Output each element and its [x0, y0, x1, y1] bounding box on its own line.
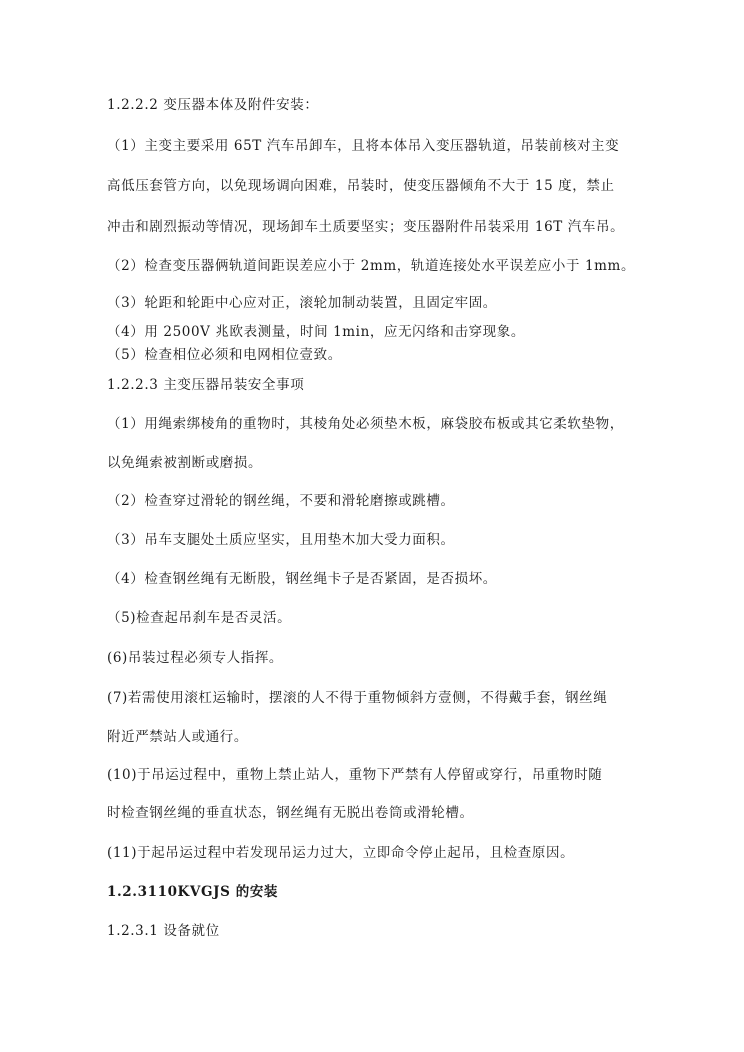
paragraph-line: (11)于起吊运过程中若发现吊运力过大，立即命令停止起吊，且检查原因。: [107, 845, 575, 861]
paragraph-line: 附近严禁站人或通行。: [107, 729, 248, 745]
section-heading-1-2-2-2: 1.2.2.2 变压器本体及附件安装：: [107, 97, 319, 113]
section-heading-1-2-3-1: 1.2.3.1 设备就位: [107, 923, 220, 939]
paragraph-line: （1）主变主要采用 65T 汽车吊卸车，且将本体吊入变压器轨道，吊装前核对主变: [107, 138, 620, 154]
paragraph-line: （4）检查钢丝绳有无断股，钢丝绳卡子是否紧固，是否损坏。: [107, 571, 497, 587]
section-heading-1-2-2-3: 1.2.2.3 主变压器吊装安全事项: [107, 377, 305, 393]
paragraph-line: （3）吊车支腿处土质应坚实，且用垫木加大受力面积。: [107, 532, 455, 548]
paragraph-line: （3）轮距和轮距中心应对正，滚轮加制动装置，且固定牢固。: [107, 295, 497, 311]
paragraph-line: （5)检查起吊刹车是否灵活。: [107, 610, 292, 626]
paragraph-line: （2）检查变压器俩轨道间距误差应小于 2mm，轨道连接处水平误差应小于 1mm。: [107, 258, 636, 274]
paragraph-line: （5）检查相位必须和电网相位壹致。: [107, 347, 342, 363]
paragraph-line: 时检查钢丝绳的垂直状态，钢丝绳有无脱出卷筒或滑轮槽。: [107, 805, 474, 821]
section-heading-1-2-3: 1.2.3110KVGJS 的安装: [107, 884, 279, 900]
paragraph-line: （1）用绳索绑棱角的重物时，其棱角处必须垫木板，麻袋胶布板或其它柔软垫物，: [107, 416, 624, 432]
paragraph-line: 高低压套管方向，以免现场调向困难，吊装时，使变压器倾角不大于 15 度，禁止: [107, 178, 615, 194]
paragraph-line: （2）检查穿过滑轮的钢丝绳，不要和滑轮磨擦或跳槽。: [107, 493, 455, 509]
paragraph-line: （4）用 2500V 兆欧表测量，时间 1min，应无闪络和击穿现象。: [107, 324, 525, 340]
paragraph-line: (6)吊装过程必须专人指挥。: [107, 650, 284, 666]
paragraph-line: 冲击和剧烈振动等情况，现场卸车土质要坚实；变压器附件吊装采用 16T 汽车吊。: [107, 219, 625, 235]
paragraph-line: (10)于吊运过程中，重物上禁止站人，重物下严禁有人停留或穿行，吊重物时随: [107, 767, 603, 783]
paragraph-line: (7)若需使用滚杠运输时，摆滚的人不得于重物倾斜方壹侧，不得戴手套，钢丝绳: [107, 690, 608, 706]
paragraph-line: 以免绳索被割断或磨损。: [107, 455, 263, 471]
